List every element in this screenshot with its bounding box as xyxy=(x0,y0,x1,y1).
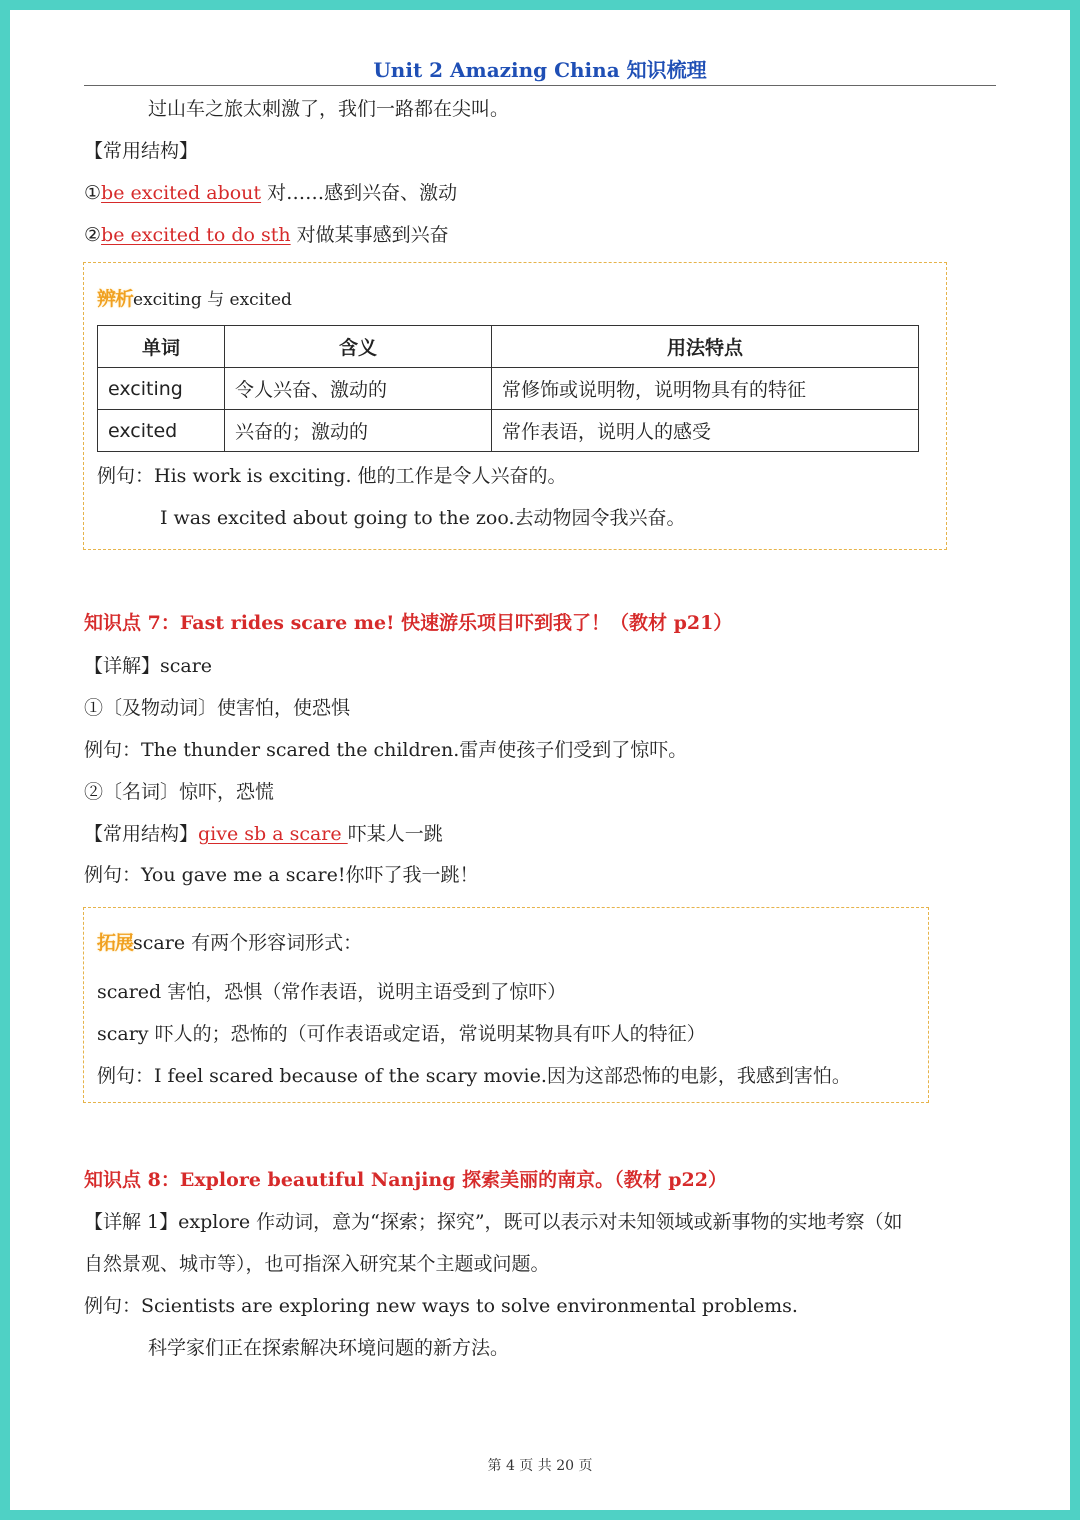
point-8-heading: 知识点 8：Explore beautiful Nanjing 探索美丽的南京。（教材 p22） xyxy=(84,1169,727,1191)
structure-2 xyxy=(84,222,449,248)
expand-box-title xyxy=(97,930,362,956)
structure-phrase: give sb a scare xyxy=(198,823,348,845)
table-header-word: 单词 xyxy=(98,326,225,368)
point-7-example-1: 例句：The thunder scared the children.雷声使孩子们受到了惊吓。 xyxy=(84,739,688,761)
point-7-structure xyxy=(84,821,443,847)
analysis-example-2: I was excited about going to the zoo.去动物园令我兴奋。 xyxy=(160,507,686,529)
structure-2-phrase: be excited to do sth xyxy=(101,224,291,246)
analysis-box-title xyxy=(97,286,292,313)
point-8-detail-2: 自然景观、城市等），也可指深入研究某个主题或问题。 xyxy=(84,1253,550,1275)
point-7-heading: 知识点 7：Fast rides scare me! 快速游乐项目吓到我了！（教材 p21） xyxy=(84,612,733,634)
structure-1 xyxy=(84,180,457,206)
point-8-example-cn: 科学家们正在探索解决环境问题的新方法。 xyxy=(148,1337,510,1359)
table-row xyxy=(98,410,919,452)
example-label: 例句： xyxy=(84,1295,142,1317)
structure-label: 【常用结构】 xyxy=(84,823,199,845)
point-7-detail: 【详解】scare xyxy=(84,655,213,677)
expand-line-2: scary 吓人的；恐怖的（可作表语或定语，常说明某物具有吓人的特征） xyxy=(97,1023,706,1045)
example-1-text: His work is exciting. 他的工作是令人兴奋的。 xyxy=(154,465,567,487)
expand-line-1: scared 害怕，恐惧（常作表语，说明主语受到了惊吓） xyxy=(97,981,567,1003)
example-sentence-cn: 过山车之旅太刺激了，我们一路都在尖叫。 xyxy=(148,98,510,120)
structure-2-meaning: 对做某事感到兴奋 xyxy=(290,224,449,246)
analysis-tag: 辨析 xyxy=(97,288,134,310)
table-cell-meaning: 令人兴奋、激动的 xyxy=(225,368,492,410)
point-7-example-2: 例句：You gave me a scare!你吓了我一跳！ xyxy=(84,864,479,886)
table-cell-usage: 常作表语，说明人的感受 xyxy=(492,410,919,452)
expand-title: scare 有两个形容词形式： xyxy=(133,932,363,954)
table-cell-meaning: 兴奋的；激动的 xyxy=(225,410,492,452)
table-header-usage: 用法特点 xyxy=(492,326,919,368)
structure-2-number: ② xyxy=(84,224,102,246)
header-divider xyxy=(84,85,996,86)
example-label: 例句： xyxy=(97,465,155,487)
vocab-table xyxy=(97,325,919,452)
expand-tag: 拓展 xyxy=(97,932,134,954)
example-en: Scientists are exploring new ways to solve environmental problems. xyxy=(141,1295,798,1317)
analysis-example-1 xyxy=(97,463,567,489)
table-row xyxy=(98,368,919,410)
point-8-detail-1: 【详解 1】explore 作动词，意为“探索；探究”，既可以表示对未知领域或新事物的实地考察（如 xyxy=(84,1211,903,1233)
page-footer: 第 4 页 共 20 页 xyxy=(487,1458,593,1474)
structure-1-phrase: be excited about xyxy=(101,182,262,204)
structure-1-number: ① xyxy=(84,182,102,204)
structure-1-meaning: 对……感到兴奋、激动 xyxy=(261,182,458,204)
expand-line-3: 例句：I feel scared because of the scary movie.因为这部恐怖的电影，我感到害怕。 xyxy=(97,1065,851,1087)
table-cell-word: exciting xyxy=(98,368,225,410)
point-8-example xyxy=(84,1293,798,1319)
structures-title: 【常用结构】 xyxy=(84,140,199,162)
table-header-meaning: 含义 xyxy=(225,326,492,368)
analysis-title: exciting 与 excited xyxy=(133,290,292,310)
point-7-definition-2: ②〔名词〕惊吓，恐慌 xyxy=(84,781,275,803)
table-header-row xyxy=(98,326,919,368)
table-cell-word: excited xyxy=(98,410,225,452)
document-page xyxy=(10,10,1070,1510)
structure-meaning: 吓某人一跳 xyxy=(347,823,443,845)
table-cell-usage: 常修饰或说明物，说明物具有的特征 xyxy=(492,368,919,410)
point-7-definition-1: ①〔及物动词〕使害怕，使恐惧 xyxy=(84,697,351,719)
page-header-title: Unit 2 Amazing China 知识梳理 xyxy=(373,58,707,82)
